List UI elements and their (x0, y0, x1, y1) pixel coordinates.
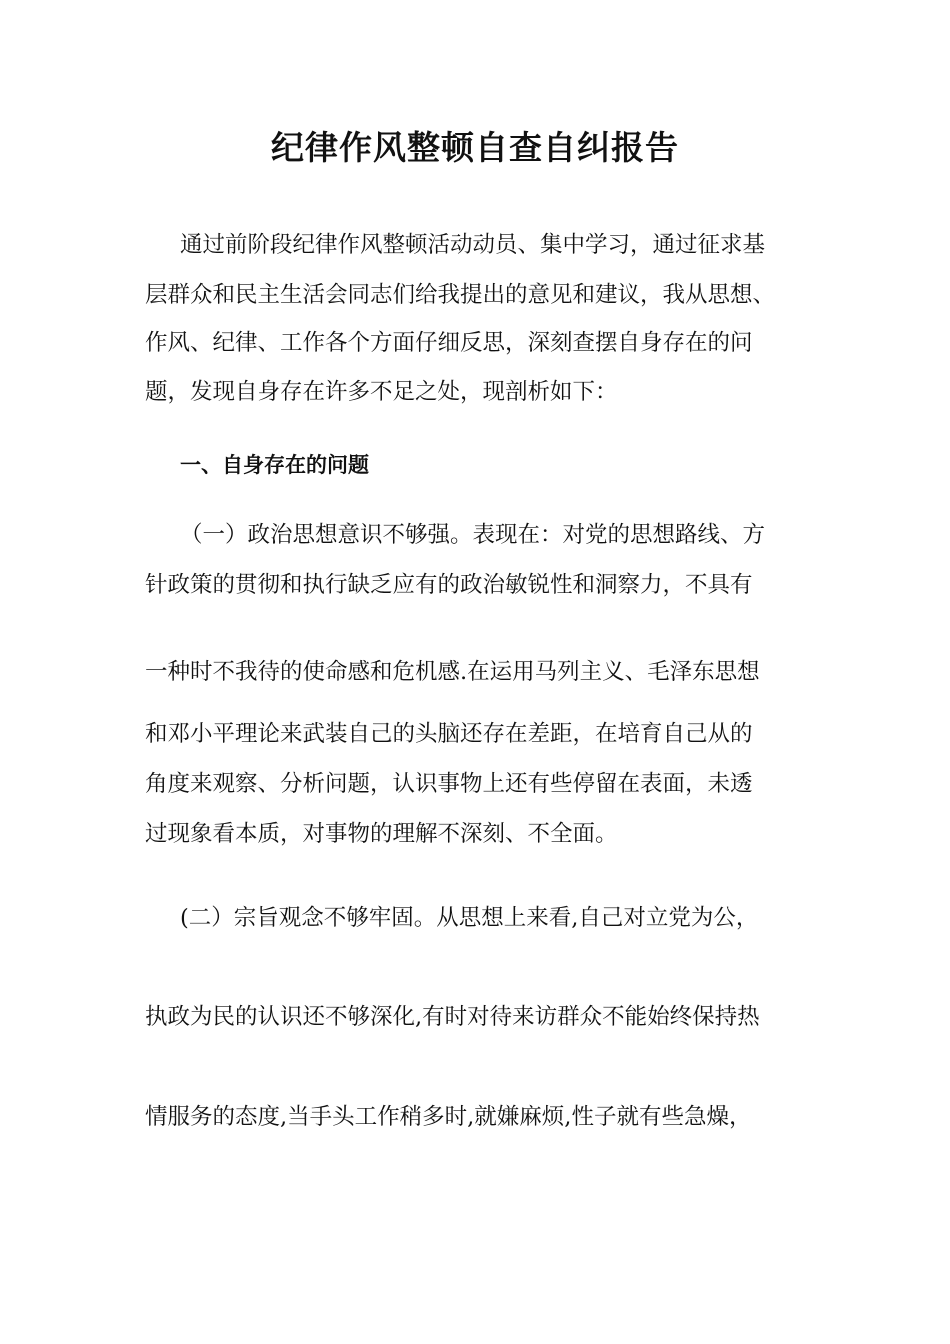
paragraph-line: 针政策的贯彻和执行缺乏应有的政治敏锐性和洞察力，不具有 (145, 572, 753, 598)
paragraph-line: 过现象看本质，对事物的理解不深刻、不全面。 (145, 821, 618, 847)
paragraph-line: 和邓小平理论来武装自己的头脑还存在差距，在培育自己从的 (145, 721, 753, 747)
document-title: 纪律作风整顿自查自纠报告 (271, 128, 679, 167)
paragraph-line: 作风、纪律、工作各个方面仔细反思，深刻查摆自身存在的问 (145, 330, 753, 356)
section-heading: 一、自身存在的问题 (180, 453, 369, 477)
paragraph-line: （一）政治思想意识不够强。表现在：对党的思想路线、方 (180, 522, 766, 548)
paragraph-line: 通过前阶段纪律作风整顿活动动员、集中学习，通过征求基 (180, 232, 766, 258)
paragraph-line: 情服务的态度,当手头工作稍多时,就嫌麻烦,性子就有些急燥， (145, 1104, 752, 1130)
paragraph-line: (二）宗旨观念不够牢固。从思想上来看,自己对立党为公， (180, 905, 759, 931)
paragraph-line: 角度来观察、分析问题，认识事物上还有些停留在表面，未透 (145, 771, 753, 797)
paragraph-line: 层群众和民主生活会同志们给我提出的意见和建议，我从思想、 (145, 282, 776, 308)
paragraph-line: 一种时不我待的使命感和危机感.在运用马列主义、毛泽东思想 (145, 659, 760, 685)
paragraph-line: 执政为民的认识还不够深化,有时对待来访群众不能始终保持热 (145, 1004, 760, 1030)
paragraph-line: 题，发现自身存在许多不足之处，现剖析如下： (145, 379, 618, 405)
